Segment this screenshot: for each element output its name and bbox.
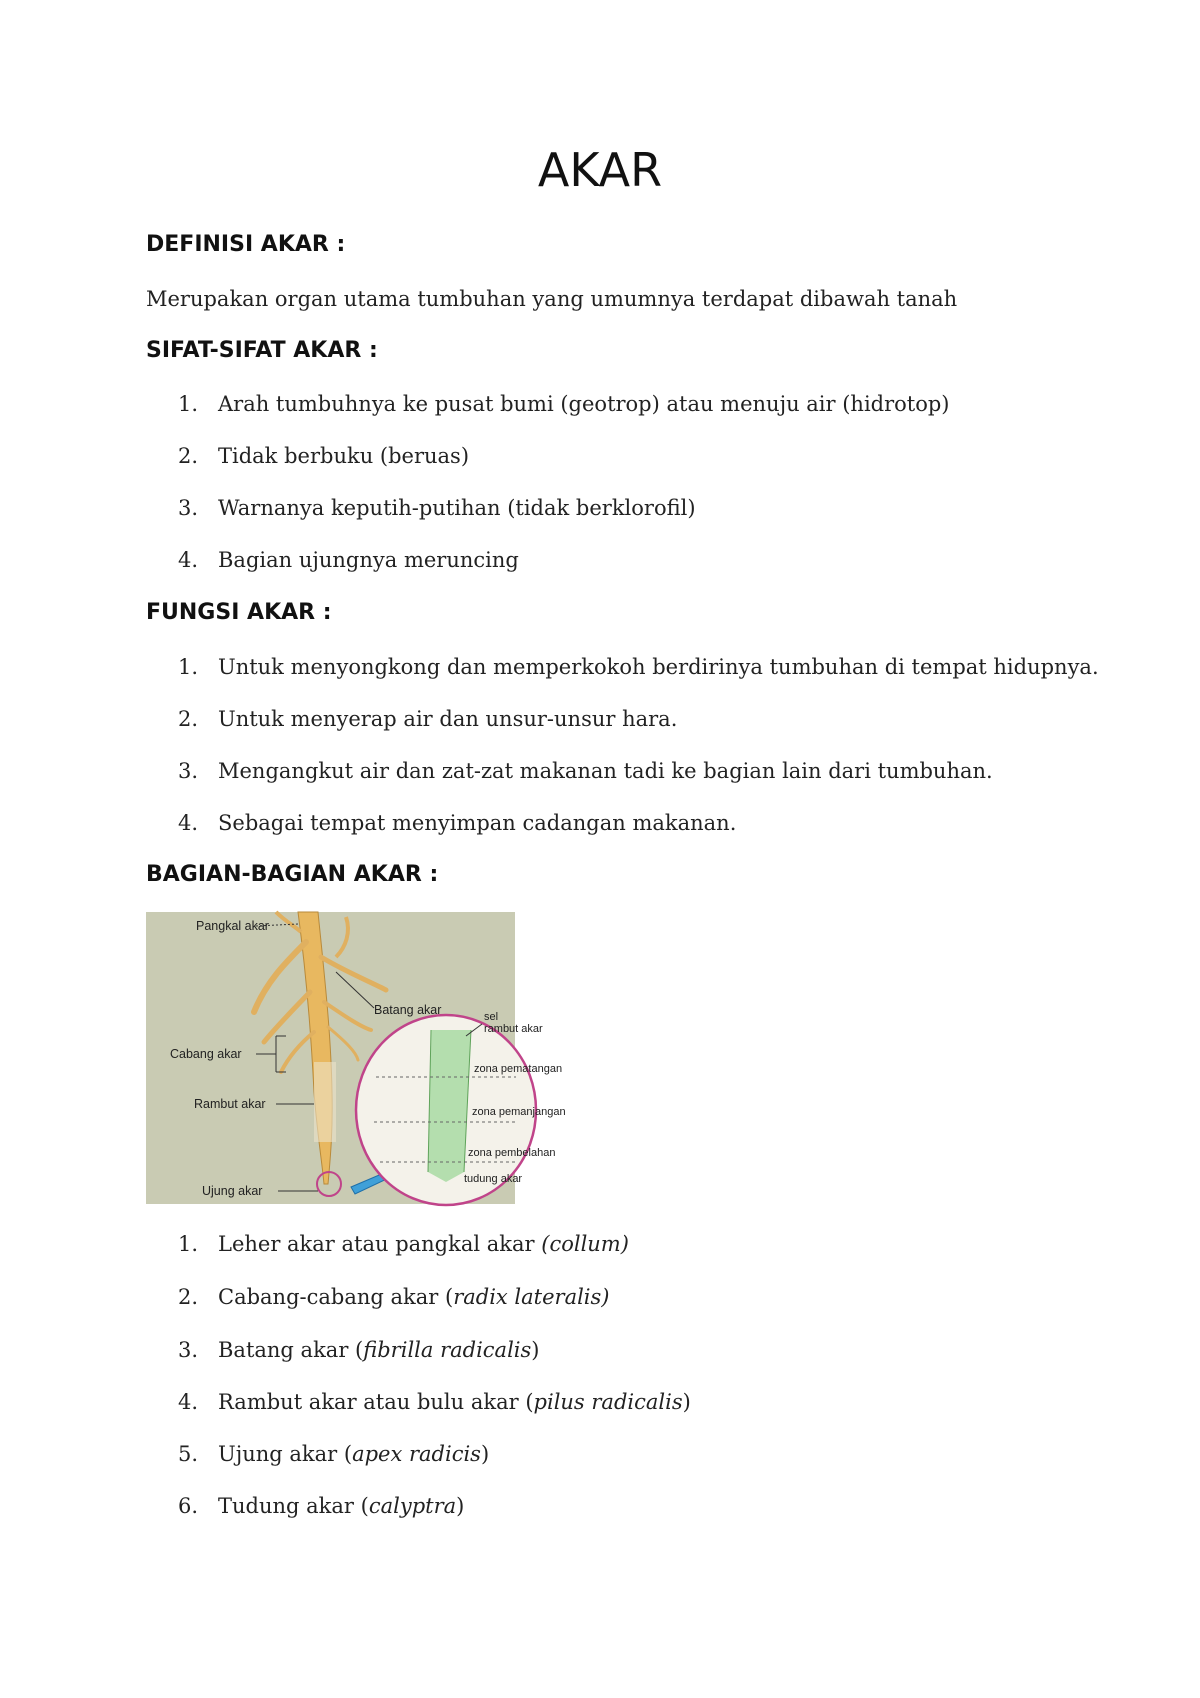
list-text: Untuk menyongkong dan memperkokoh berdirinya tumbuhan di tempat hidupnya. — [218, 655, 1099, 679]
label-zona-pembelahan: zona pembelahan — [468, 1147, 556, 1159]
list-text: Rambut akar atau bulu akar ( — [218, 1390, 534, 1414]
list-text: Tidak berbuku (beruas) — [218, 444, 470, 468]
latin-term: apex radicis — [352, 1442, 481, 1466]
list-text-after: ) — [682, 1390, 691, 1414]
list-item — [146, 1285, 610, 1309]
list-text-after: ) — [480, 1442, 490, 1466]
list-item — [146, 707, 677, 731]
list-item — [146, 1442, 489, 1466]
list-number: 1. — [177, 1232, 198, 1256]
label-tudung: tudung akar — [464, 1173, 523, 1185]
label-sel: sel — [484, 1011, 499, 1023]
list-text: Tudung akar ( — [218, 1494, 369, 1518]
list-text-after: ) — [531, 1338, 540, 1362]
heading-bagian: BAGIAN-BAGIAN AKAR : — [146, 862, 439, 887]
list-text: Warnanya keputih-putihan (tidak berklorofil) — [218, 496, 696, 520]
heading-sifat: SIFAT-SIFAT AKAR : — [146, 338, 378, 363]
list-text: Ujung akar ( — [218, 1442, 353, 1466]
label-zona-pematangan: zona pematangan — [474, 1063, 563, 1075]
list-text: Untuk menyerap air dan unsur-unsur hara. — [218, 707, 678, 731]
latin-term: pilus radicalis — [533, 1390, 683, 1414]
label-batang: Batang akar — [374, 1003, 442, 1017]
list-number: 4. — [177, 811, 198, 835]
list-item — [146, 759, 993, 783]
list-number: 3. — [177, 759, 198, 783]
list-text: Batang akar ( — [218, 1338, 364, 1362]
list-number: 2. — [177, 707, 198, 731]
latin-term: (collum) — [541, 1232, 629, 1256]
list-item — [146, 496, 696, 520]
list-item — [146, 1338, 539, 1362]
list-text: Leher akar atau pangkal akar — [218, 1232, 542, 1256]
list-text: Arah tumbuhnya ke pusat bumi (geotrop) atau menuju air (hidrotop) — [218, 392, 950, 416]
list-number: 5. — [177, 1442, 198, 1466]
list-item — [146, 655, 1099, 679]
list-item — [146, 548, 519, 572]
list-text: Bagian ujungnya meruncing — [218, 548, 519, 572]
list-number: 6. — [177, 1494, 198, 1518]
list-text: Cabang-cabang akar ( — [218, 1285, 454, 1309]
label-rambut: Rambut akar — [194, 1097, 266, 1111]
list-item — [146, 1232, 629, 1256]
list-number: 3. — [177, 496, 198, 520]
heading-fungsi: FUNGSI AKAR : — [146, 600, 332, 625]
list-text: Mengangkut air dan zat-zat makanan tadi ke bagian lain dari tumbuhan. — [218, 759, 993, 783]
list-item — [146, 392, 950, 416]
list-number: 1. — [177, 655, 198, 679]
list-number: 2. — [177, 444, 198, 468]
list-number: 3. — [177, 1338, 198, 1362]
list-item — [146, 444, 469, 468]
root-hairs — [314, 1062, 336, 1142]
label-sel-rambut: rambut akar — [484, 1023, 543, 1035]
list-number: 2. — [177, 1285, 198, 1309]
latin-term: fibrilla radicalis — [363, 1338, 532, 1362]
list-item — [146, 1494, 464, 1518]
root-diagram — [146, 912, 566, 1204]
list-number: 4. — [177, 548, 198, 572]
list-number: 4. — [177, 1390, 198, 1414]
label-zona-pemanjangan: zona pemanjangan — [472, 1106, 566, 1118]
list-item — [146, 1390, 691, 1414]
list-text-after: ) — [456, 1494, 465, 1518]
label-pangkal: Pangkal akar — [196, 919, 269, 933]
list-number: 1. — [177, 392, 198, 416]
list-item — [146, 811, 736, 835]
latin-term: calyptra — [368, 1494, 457, 1518]
latin-term: radix lateralis) — [453, 1285, 610, 1309]
label-ujung: Ujung akar — [202, 1184, 263, 1198]
definisi-text: Merupakan organ utama tumbuhan yang umumnya terdapat dibawah tanah — [146, 287, 958, 311]
label-cabang: Cabang akar — [170, 1047, 242, 1061]
heading-definisi: DEFINISI AKAR : — [146, 232, 346, 257]
page-title: AKAR — [537, 143, 663, 197]
list-text: Sebagai tempat menyimpan cadangan makanan. — [218, 811, 737, 835]
